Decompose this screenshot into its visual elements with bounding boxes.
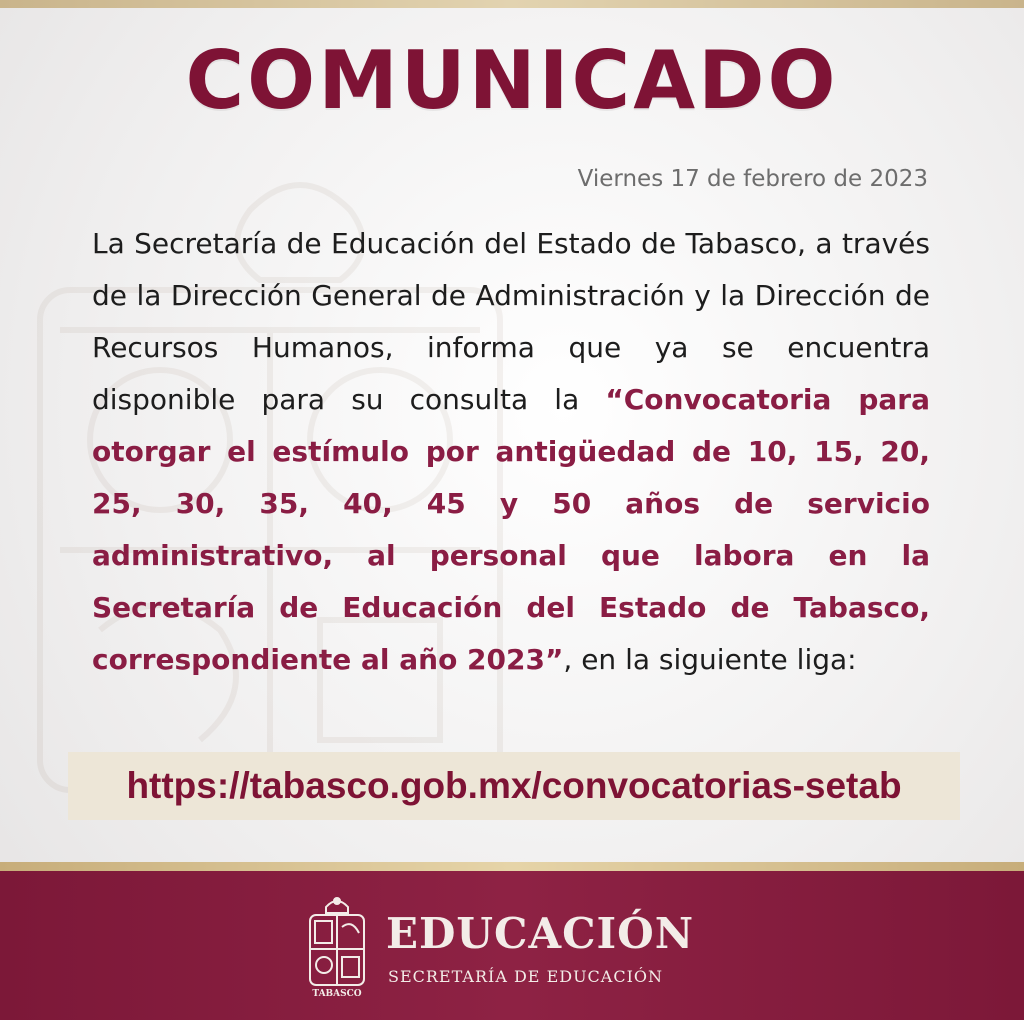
top-gold-band [0,0,1024,8]
footer [0,871,1024,1020]
emblem-label: TABASCO [312,989,362,999]
brand-name: EDUCACIÓN [386,909,695,958]
footer-gold-line [0,862,1024,871]
brand-subtitle: SECRETARÍA DE EDUCACIÓN [388,967,664,986]
publication-date: Viernes 17 de febrero de 2023 [577,166,928,192]
announcement-intro: La Secretaría de Educación del Estado de Tabasco, a través de la Dirección General de Administración y la Dirección de Recursos Humanos, informa que ya se encuentra disponible para su consulta la [92,227,930,416]
announcement-highlight: “Convocatoria para otorgar el estímulo por antigüedad de 10, 15, 20, 25, 30, 35, 40, 45 y 50 años de servicio administrativo, al personal que labora en la Secretaría de Educación del Estado de Tabasco, correspondiente al año 2023” [92,383,930,676]
announcement-body [92,218,930,686]
convocatoria-link[interactable]: https://tabasco.gob.mx/convocatorias-setab [126,765,902,806]
announcement-outro: , en la siguiente liga: [563,643,857,676]
link-box [68,752,960,820]
page-title: COMUNICADO [185,34,839,127]
